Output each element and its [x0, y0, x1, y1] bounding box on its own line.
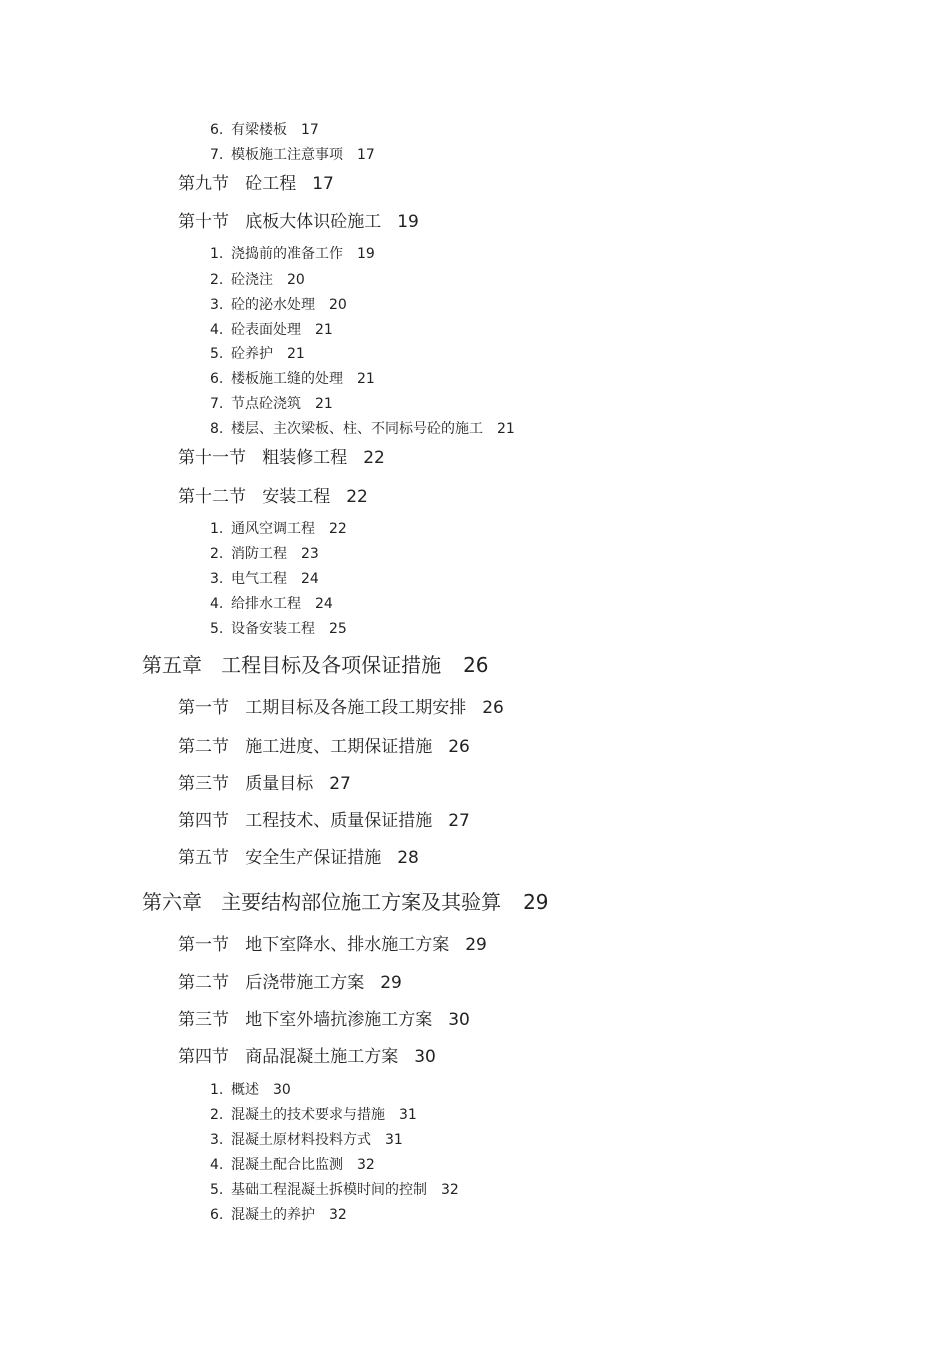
toc-section-entry [178, 1049, 436, 1066]
toc-entry-page-number: 21 [497, 421, 515, 437]
toc-entry-page-number: 32 [441, 1182, 459, 1198]
toc-entry-title: 消防工程 [231, 546, 287, 562]
toc-entry-page-number: 30 [414, 1047, 436, 1067]
toc-entry-title: 第五节 安全生产保证措施 [178, 848, 382, 868]
toc-entry-title: 第三节 质量目标 [178, 774, 314, 794]
toc-chapter-entry [142, 892, 549, 912]
toc-subsection-entry [210, 247, 375, 261]
toc-entry-number: 7. [210, 396, 224, 412]
toc-entry-number: 4. [210, 596, 224, 612]
toc-entry-page-number: 31 [399, 1107, 417, 1123]
toc-entry-page-number: 22 [329, 521, 347, 537]
toc-entry-page-number: 32 [329, 1207, 347, 1223]
toc-entry-number: 4. [210, 1157, 224, 1173]
toc-entry-number: 7. [210, 147, 224, 163]
toc-entry-number: 3. [210, 297, 224, 313]
toc-entry-title: 混凝土的养护 [231, 1207, 315, 1223]
toc-entry-title: 给排水工程 [231, 596, 301, 612]
toc-subsection-entry [210, 597, 333, 611]
toc-subsection-entry [210, 298, 347, 312]
toc-entry-page-number: 19 [397, 212, 419, 232]
toc-section-entry [178, 813, 470, 830]
toc-subsection-entry [210, 372, 375, 386]
toc-entry-page-number: 21 [287, 346, 305, 362]
toc-subsection-entry [210, 347, 305, 361]
toc-entry-title: 电气工程 [231, 571, 287, 587]
toc-entry-number: 5. [210, 621, 224, 637]
toc-entry-title: 第十二节 安装工程 [178, 487, 331, 507]
toc-section-entry [178, 450, 385, 467]
toc-subsection-entry [210, 547, 319, 561]
toc-section-entry [178, 776, 351, 793]
toc-entry-title: 设备安装工程 [231, 621, 315, 637]
toc-subsection-entry [210, 323, 333, 337]
toc-entry-title: 第二节 施工进度、工期保证措施 [178, 737, 433, 757]
toc-section-entry [178, 937, 487, 954]
toc-subsection-entry [210, 1208, 347, 1222]
toc-entry-page-number: 17 [357, 147, 375, 163]
toc-entry-title: 砼养护 [231, 346, 273, 362]
toc-entry-title: 第四节 商品混凝土施工方案 [178, 1047, 399, 1067]
toc-entry-number: 6. [210, 371, 224, 387]
toc-entry-number: 3. [210, 1132, 224, 1148]
toc-entry-page-number: 29 [380, 973, 402, 993]
toc-entry-page-number: 26 [448, 737, 470, 757]
toc-section-entry [178, 850, 419, 867]
toc-subsection-entry [210, 622, 347, 636]
toc-subsection-entry [210, 123, 319, 137]
toc-entry-number: 2. [210, 1107, 224, 1123]
toc-entry-title: 砼浇注 [231, 272, 273, 288]
toc-entry-number: 1. [210, 1082, 224, 1098]
toc-entry-number: 5. [210, 1182, 224, 1198]
toc-entry-page-number: 30 [273, 1082, 291, 1098]
toc-entry-page-number: 22 [346, 487, 368, 507]
toc-section-entry [178, 214, 419, 231]
toc-entry-title: 节点砼浇筑 [231, 396, 301, 412]
toc-entry-page-number: 25 [329, 621, 347, 637]
toc-entry-number: 2. [210, 546, 224, 562]
toc-subsection-entry [210, 1108, 417, 1122]
toc-entry-title: 第三节 地下室外墙抗渗施工方案 [178, 1010, 433, 1030]
toc-entry-number: 1. [210, 521, 224, 537]
toc-entry-title: 砼的泌水处理 [231, 297, 315, 313]
toc-entry-title: 混凝土原材料投料方式 [231, 1132, 371, 1148]
toc-entry-page-number: 27 [448, 811, 470, 831]
toc-section-entry [178, 700, 504, 717]
toc-entry-page-number: 17 [312, 174, 334, 194]
toc-entry-title: 第六章 主要结构部位施工方案及其验算 [142, 890, 502, 914]
toc-subsection-entry [210, 1133, 403, 1147]
toc-entry-title: 通风空调工程 [231, 521, 315, 537]
toc-entry-page-number: 30 [448, 1010, 470, 1030]
toc-entry-number: 2. [210, 272, 224, 288]
toc-entry-number: 8. [210, 421, 224, 437]
toc-section-entry [178, 1012, 470, 1029]
toc-subsection-entry [210, 1083, 291, 1097]
toc-entry-page-number: 22 [363, 448, 385, 468]
toc-entry-title: 有梁楼板 [231, 122, 287, 138]
toc-entry-page-number: 26 [482, 698, 504, 718]
toc-subsection-entry [210, 148, 375, 162]
toc-entry-page-number: 21 [315, 396, 333, 412]
toc-entry-title: 概述 [231, 1082, 259, 1098]
toc-section-entry [178, 489, 368, 506]
toc-entry-page-number: 20 [287, 272, 305, 288]
toc-entry-title: 第五章 工程目标及各项保证措施 [142, 653, 442, 677]
toc-entry-title: 第十一节 粗装修工程 [178, 448, 348, 468]
toc-entry-number: 4. [210, 322, 224, 338]
toc-subsection-entry [210, 1183, 459, 1197]
toc-entry-title: 第一节 地下室降水、排水施工方案 [178, 935, 450, 955]
toc-entry-page-number: 28 [397, 848, 419, 868]
toc-entry-page-number: 21 [357, 371, 375, 387]
toc-entry-title: 楼层、主次梁板、柱、不同标号砼的施工 [231, 421, 483, 437]
toc-entry-title: 砼表面处理 [231, 322, 301, 338]
toc-entry-number: 3. [210, 571, 224, 587]
toc-entry-title: 第二节 后浇带施工方案 [178, 973, 365, 993]
toc-subsection-entry [210, 422, 515, 436]
toc-entry-title: 混凝土的技术要求与措施 [231, 1107, 385, 1123]
toc-subsection-entry [210, 572, 319, 586]
toc-entry-page-number: 31 [385, 1132, 403, 1148]
toc-entry-page-number: 27 [329, 774, 351, 794]
toc-section-entry [178, 975, 402, 992]
toc-entry-page-number: 21 [315, 322, 333, 338]
toc-entry-title: 基础工程混凝土拆模时间的控制 [231, 1182, 427, 1198]
toc-entry-title: 楼板施工缝的处理 [231, 371, 343, 387]
toc-entry-page-number: 19 [357, 246, 375, 262]
toc-subsection-entry [210, 397, 333, 411]
toc-entry-title: 浇捣前的准备工作 [231, 246, 343, 262]
toc-entry-page-number: 24 [301, 571, 319, 587]
toc-entry-number: 6. [210, 1207, 224, 1223]
toc-entry-page-number: 26 [463, 653, 489, 677]
toc-entry-title: 第十节 底板大体识砼施工 [178, 212, 382, 232]
toc-entry-number: 6. [210, 122, 224, 138]
toc-entry-title: 混凝土配合比监测 [231, 1157, 343, 1173]
toc-entry-number: 5. [210, 346, 224, 362]
toc-subsection-entry [210, 522, 347, 536]
toc-entry-title: 第一节 工期目标及各施工段工期安排 [178, 698, 467, 718]
toc-entry-title: 模板施工注意事项 [231, 147, 343, 163]
toc-section-entry [178, 739, 470, 756]
toc-entry-page-number: 29 [523, 890, 549, 914]
toc-subsection-entry [210, 1158, 375, 1172]
toc-subsection-entry [210, 273, 305, 287]
toc-entry-page-number: 23 [301, 546, 319, 562]
toc-entry-page-number: 29 [465, 935, 487, 955]
toc-entry-page-number: 20 [329, 297, 347, 313]
toc-entry-title: 第四节 工程技术、质量保证措施 [178, 811, 433, 831]
toc-entry-title: 第九节 砼工程 [178, 174, 297, 194]
toc-entry-number: 1. [210, 246, 224, 262]
toc-entry-page-number: 17 [301, 122, 319, 138]
toc-entry-page-number: 32 [357, 1157, 375, 1173]
toc-section-entry [178, 176, 334, 193]
toc-chapter-entry [142, 655, 489, 675]
toc-entry-page-number: 24 [315, 596, 333, 612]
